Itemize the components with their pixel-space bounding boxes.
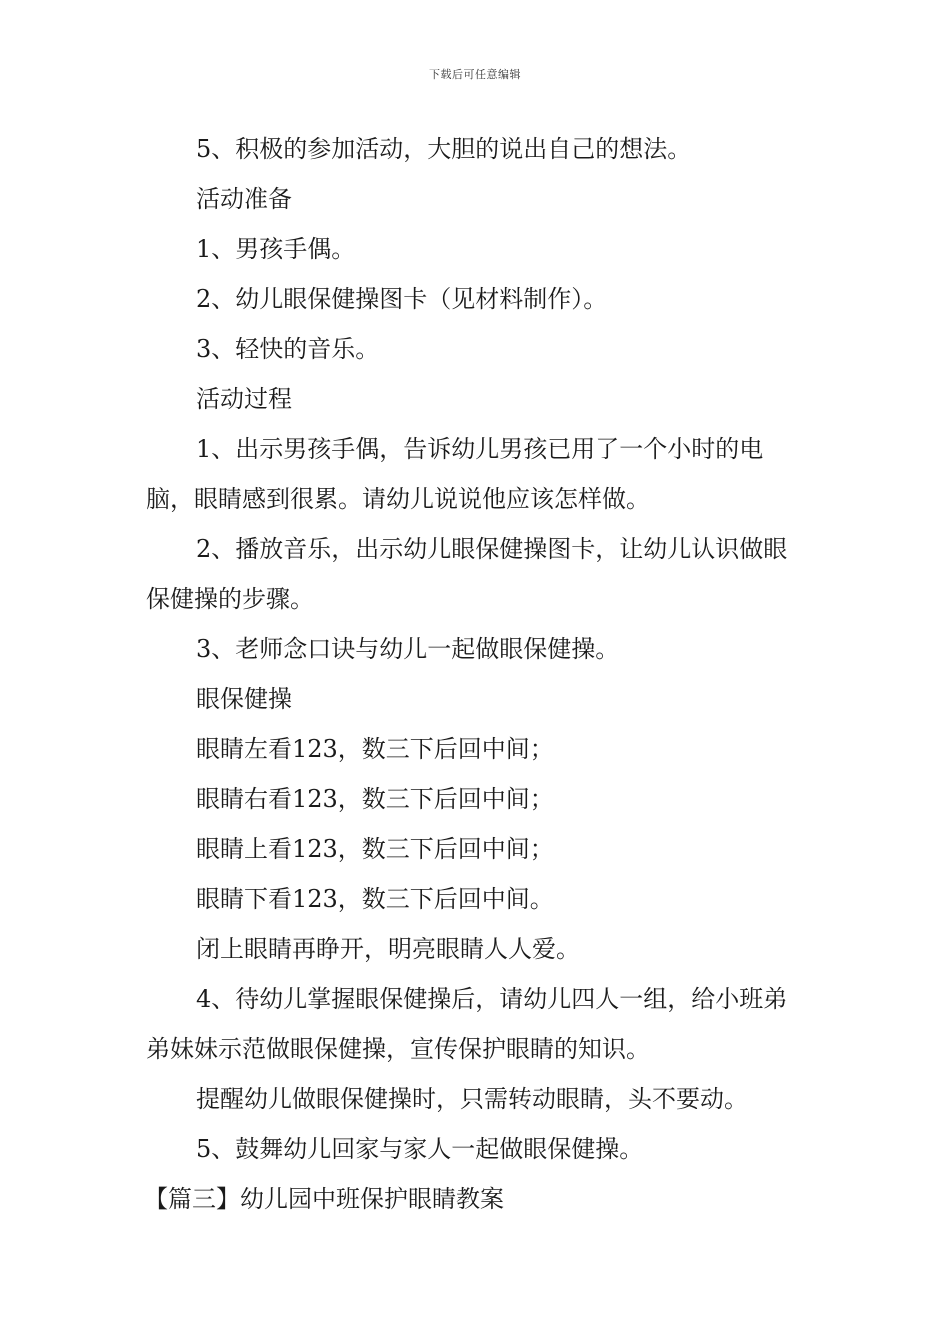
heading-activity-process: 活动过程 bbox=[196, 385, 292, 413]
paragraph-prep-3: 3、轻快的音乐。 bbox=[196, 335, 380, 363]
paragraph-process-5: 5、鼓舞幼儿回家与家人一起做眼保健操。 bbox=[196, 1135, 644, 1163]
paragraph-process-3: 3、老师念口诀与幼儿一起做眼保健操。 bbox=[196, 635, 620, 663]
page-header-note: 下载后可任意编辑 bbox=[429, 68, 521, 81]
document-body bbox=[146, 124, 808, 1224]
rhyme-line-4: 眼睛下看123，数三下后回中间。 bbox=[196, 885, 554, 913]
paragraph-prep-1: 1、男孩手偶。 bbox=[196, 235, 356, 263]
rhyme-line-1: 眼睛左看123，数三下后回中间； bbox=[196, 735, 554, 763]
rhyme-line-5: 闭上眼睛再睁开，明亮眼睛人人爱。 bbox=[196, 935, 580, 963]
paragraph-reminder: 提醒幼儿做眼保健操时，只需转动眼睛，头不要动。 bbox=[196, 1085, 748, 1113]
paragraph-process-2: 2、播放音乐，出示幼儿眼保健操图卡，让幼儿认识做眼保健操的步骤。 bbox=[146, 535, 788, 613]
section-heading: 【篇三】幼儿园中班保护眼睛教案 bbox=[144, 1185, 504, 1213]
rhyme-line-2: 眼睛右看123，数三下后回中间； bbox=[196, 785, 554, 813]
rhyme-line-3: 眼睛上看123，数三下后回中间； bbox=[196, 835, 554, 863]
paragraph-process-4: 4、待幼儿掌握眼保健操后，请幼儿四人一组，给小班弟弟妹妹示范做眼保健操，宣传保护眼睛的知识。 bbox=[146, 985, 788, 1063]
heading-activity-preparation: 活动准备 bbox=[196, 185, 292, 213]
paragraph-goal-5: 5、积极的参加活动，大胆的说出自己的想法。 bbox=[196, 135, 692, 163]
paragraph-prep-2: 2、幼儿眼保健操图卡（见材料制作）。 bbox=[196, 285, 608, 313]
heading-eye-exercise: 眼保健操 bbox=[196, 685, 292, 713]
paragraph-process-1: 1、出示男孩手偶，告诉幼儿男孩已用了一个小时的电脑，眼睛感到很累。请幼儿说说他应该怎样做。 bbox=[146, 435, 764, 513]
